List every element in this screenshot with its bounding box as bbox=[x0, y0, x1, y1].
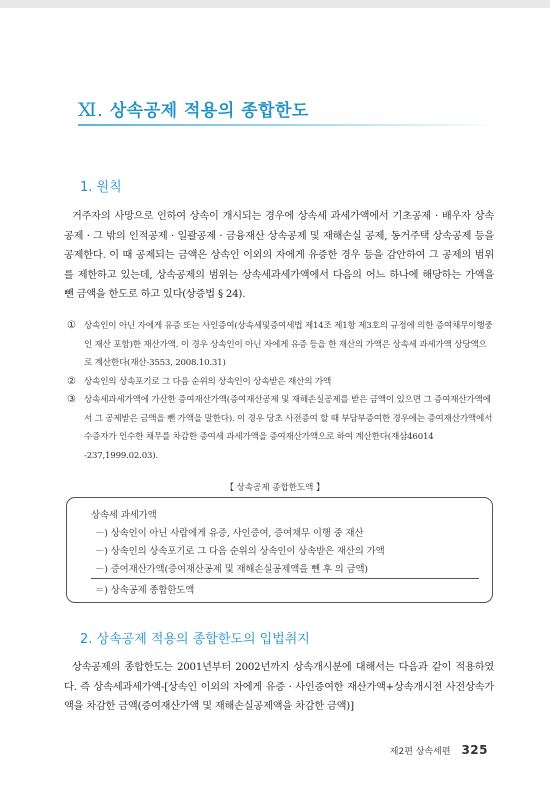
list-item-text: 상속인이 아닌 자에게 유증 또는 사인증여(상속세및증여세법 제14조 제1항 제3호의 규정에 의한 증여채무이행중인 재산 포함)한 재산가액. 이 경우 상속인이 아닌 자에게 유증 등을 한 재산의 가액은 상속세 과세가액 상당액으로 계산한다(재산-3553, 2008.10.31) bbox=[84, 321, 493, 368]
formula-result-line: ＝) 상속공제 종합한도액 bbox=[95, 585, 195, 596]
list-item bbox=[64, 317, 494, 373]
chapter-title-text: 상속공제 적용의 종합한도 bbox=[109, 101, 309, 121]
section-heading-principle: 1. 원칙 bbox=[80, 180, 122, 195]
formula-line: －) 증여재산가액(증여재산공제 및 재해손실공제액을 뺀 후 의 금액) bbox=[95, 564, 368, 575]
formula-line: －) 상속인이 아닌 사람에게 유증, 사인증여, 증여채무 이행 중 재산 bbox=[95, 528, 364, 539]
list-item-text: 상속세과세가액에 가산한 증여재산가액(증여재산공제 및 재해손실공제를 받은 금액이 있으면 그 증여재산가액에서 그 공제받은 금액을 뺀 가액을 말한다). 이 경우 당초 사전증여 할 때 부담부증여한 경우에는 증여재산가액에서 수증자가 인수한 채무를 차감한 증여세 과세가액을 증여재산가액으로 하여 계산한다(재삼46014 -237,1999.02.03). bbox=[84, 395, 493, 461]
formula-box bbox=[66, 497, 493, 603]
footer-part-label: 제2편 상속세편 bbox=[389, 747, 451, 757]
chapter-underline bbox=[78, 124, 498, 126]
formula-line: 상속세 과세가액 bbox=[91, 510, 157, 521]
page-number: 325 bbox=[461, 743, 488, 757]
section-heading-legislative-intent: 2. 상속공제 적용의 종합한도의 입법취지 bbox=[80, 632, 310, 647]
list-item-number: ③ bbox=[67, 394, 76, 405]
list-item-text: 상속인의 상속포기로 그 다음 순위의 상속인이 상속받은 재산의 가액 bbox=[84, 376, 332, 387]
section-paragraph-legislative-intent: 상속공제의 종합한도는 2001년부터 2002년까지 상속개시분에 대해서는 다음과 같이 적용하였다. 즉 상속세과세가액-[상속인 이외의 자에게 유증 · 사인증여한 재산가액+상속개시전 사전상속가액을 차감한 금액(증여재산가액 및 재해손실공제액을 차감한 금액)] bbox=[64, 662, 494, 712]
formula-divider bbox=[91, 578, 479, 579]
top-rule bbox=[0, 0, 550, 8]
list-item-number: ① bbox=[67, 320, 76, 331]
chapter-title bbox=[78, 96, 309, 121]
section-paragraph-principle: 거주자의 사망으로 인하여 상속이 개시되는 경우에 상속세 과세가액에서 기초공제 · 배우자 상속공제 · 그 밖의 인적공제 · 일괄공제 · 금융재산 상속공제 및 재해손실 공제, 동거주택 상속공제 등을 공제한다. 이 때 공제되는 금액은 상속인 이외의 자에게 유증한 경우 등을 감안하여 그 공제의 범위를 제한하고 있는데, 상속공제의 범위는 상속세과세가액에서 다음의 어느 하나에 해당하는 가액을 뺀 금액을 한도로 하고 있다(상증법 § 24). bbox=[64, 211, 494, 300]
deduction-list bbox=[64, 317, 494, 465]
chapter-numeral: Ⅺ. bbox=[78, 99, 104, 121]
list-item bbox=[64, 391, 494, 465]
list-item bbox=[64, 373, 494, 392]
list-item-number: ② bbox=[67, 375, 76, 387]
formula-line: －) 상속인의 상속포기로 그 다음 순위의 상속인이 상속받은 재산의 가액 bbox=[95, 546, 385, 557]
formula-box-caption: 【 상속공제 종합한도액 】 bbox=[225, 483, 325, 493]
page-footer bbox=[390, 743, 488, 757]
